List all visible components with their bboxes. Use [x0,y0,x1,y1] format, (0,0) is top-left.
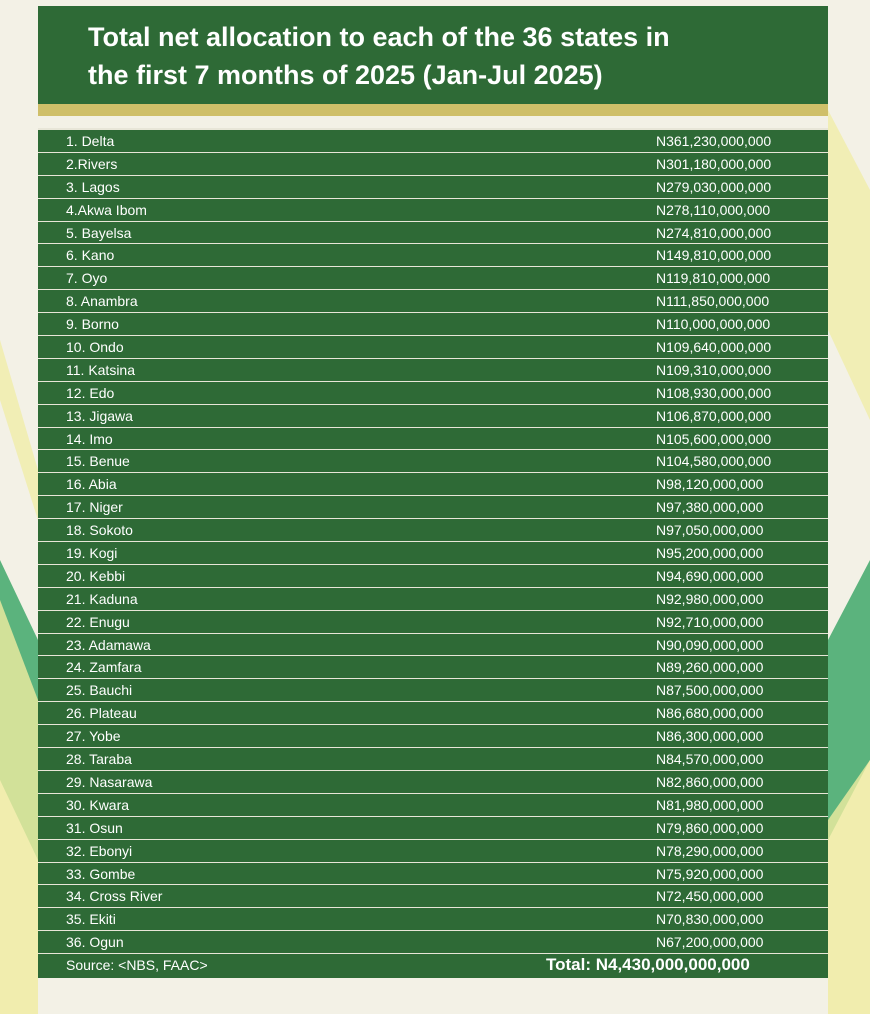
table-row [38,634,828,657]
table-row [38,725,828,748]
state-name: 33. Gombe [66,865,136,882]
state-name: 31. Osun [66,819,123,836]
allocation-amount: N278,110,000,000 [656,201,771,218]
table-row [38,153,828,176]
allocation-amount: N279,030,000,000 [656,178,772,195]
allocation-amount: N75,920,000,000 [656,865,764,882]
allocation-amount: N274,810,000,000 [656,224,772,241]
allocation-amount: N92,710,000,000 [656,613,764,630]
allocation-amount: N108,930,000,000 [656,384,772,401]
table-row [38,267,828,290]
table-row [38,588,828,611]
state-name: 14. Imo [66,430,113,447]
table-row [38,222,828,245]
table-row [38,199,828,222]
source-note: Source: <NBS, FAAC> [66,957,208,974]
table-row [38,496,828,519]
state-name: 16. Abia [66,476,117,493]
table-row [38,290,828,313]
table-row [38,794,828,817]
table-footer [38,954,828,978]
table-row [38,656,828,679]
table-rows [38,130,828,954]
allocation-amount: N111,850,000,000 [656,293,770,310]
allocation-amount: N149,810,000,000 [656,247,772,264]
state-name: 6. Kano [66,247,115,264]
state-name: 7. Oyo [66,270,108,287]
title-line-1: Total net allocation to each of the 36 states in [88,22,670,52]
table-row [38,565,828,588]
allocation-amount: N82,860,000,000 [656,773,764,790]
allocation-amount: N94,690,000,000 [656,567,764,584]
state-name: 4.Akwa Ibom [66,201,147,218]
table-row [38,885,828,908]
allocation-amount: N78,290,000,000 [656,842,764,859]
state-name: 23. Adamawa [66,636,151,653]
allocation-amount: N81,980,000,000 [656,796,764,813]
state-name: 1. Delta [66,133,115,149]
table-row [38,359,828,382]
state-name: 10. Ondo [66,339,124,356]
allocation-amount: N106,870,000,000 [656,407,772,424]
table-row [38,405,828,428]
table-row [38,771,828,794]
state-name: 21. Kaduna [66,590,138,607]
table-row [38,840,828,863]
table-row [38,473,828,496]
allocation-amount: N109,310,000,000 [656,361,772,378]
left-yellow-stripe-upper [0,340,38,520]
allocation-amount: N89,260,000,000 [656,659,764,676]
page-title [88,18,788,94]
state-name: 18. Sokoto [66,522,133,539]
table-row [38,382,828,405]
allocation-amount: N72,450,000,000 [656,888,764,905]
state-name: 12. Edo [66,384,115,401]
table-row [38,176,828,199]
total-allocation: Total: N4,430,000,000,000 [546,955,750,975]
state-name: 24. Zamfara [66,659,142,676]
state-name: 2.Rivers [66,155,118,172]
state-name: 22. Enugu [66,613,130,630]
table-row [38,336,828,359]
title-line-2: the first 7 months of 2025 (Jan-Jul 2025) [88,60,603,90]
state-name: 35. Ekiti [66,911,116,928]
state-name: 36. Ogun [66,934,124,951]
title-banner [38,6,828,104]
allocation-amount: N104,580,000,000 [656,453,772,470]
state-name: 19. Kogi [66,545,118,562]
allocation-amount: N79,860,000,000 [656,819,764,836]
state-name: 25. Bauchi [66,682,133,699]
state-name: 30. Kwara [66,796,130,813]
allocation-amount: N95,200,000,000 [656,545,764,562]
state-name: 17. Niger [66,499,123,516]
table-row [38,863,828,886]
table-row [38,748,828,771]
table-row [38,519,828,542]
state-name: 27. Yobe [66,728,121,745]
table-row [38,817,828,840]
state-name: 20. Kebbi [66,567,126,584]
allocation-amount: N110,000,000,000 [656,316,771,333]
table-row [38,244,828,267]
state-name: 15. Benue [66,453,130,470]
state-name: 32. Ebonyi [66,842,133,859]
allocation-amount: N301,180,000,000 [656,155,772,172]
allocation-amount: N90,090,000,000 [656,636,764,653]
state-name: 13. Jigawa [66,407,133,424]
state-name: 5. Bayelsa [66,224,132,241]
allocation-amount: N86,680,000,000 [656,705,764,722]
title-underline-band [38,104,828,116]
allocation-amount: N97,050,000,000 [656,522,764,539]
allocation-amount: N87,500,000,000 [656,682,764,699]
state-name: 3. Lagos [66,178,120,195]
state-name: 34. Cross River [66,888,163,905]
allocation-amount: N67,200,000,000 [656,934,764,951]
table-row [38,908,828,931]
state-name: 28. Taraba [66,751,132,768]
state-name: 9. Borno [66,316,119,333]
allocation-amount: N84,570,000,000 [656,751,764,768]
allocation-amount: N70,830,000,000 [656,911,764,928]
table-row [38,702,828,725]
table-row [38,313,828,336]
allocation-amount: N119,810,000,000 [656,270,771,287]
allocation-amount: N105,600,000,000 [656,430,772,447]
table-row [38,130,828,153]
table-row [38,450,828,473]
state-name: 26. Plateau [66,705,137,722]
state-name: 29. Nasarawa [66,773,153,790]
allocation-amount: N109,640,000,000 [656,339,772,356]
table-row [38,428,828,451]
state-name: 11. Katsina [66,361,136,378]
allocation-table [38,128,828,978]
table-row [38,542,828,565]
right-yellow-stripe [828,110,870,420]
allocation-amount: N98,120,000,000 [656,476,764,493]
allocation-amount: N92,980,000,000 [656,590,764,607]
state-name: 8. Anambra [66,293,138,310]
allocation-amount: N86,300,000,000 [656,728,764,745]
table-row [38,611,828,634]
allocation-amount: N97,380,000,000 [656,499,764,516]
table-row [38,679,828,702]
allocation-amount: N361,230,000,000 [656,133,772,149]
table-row [38,931,828,954]
